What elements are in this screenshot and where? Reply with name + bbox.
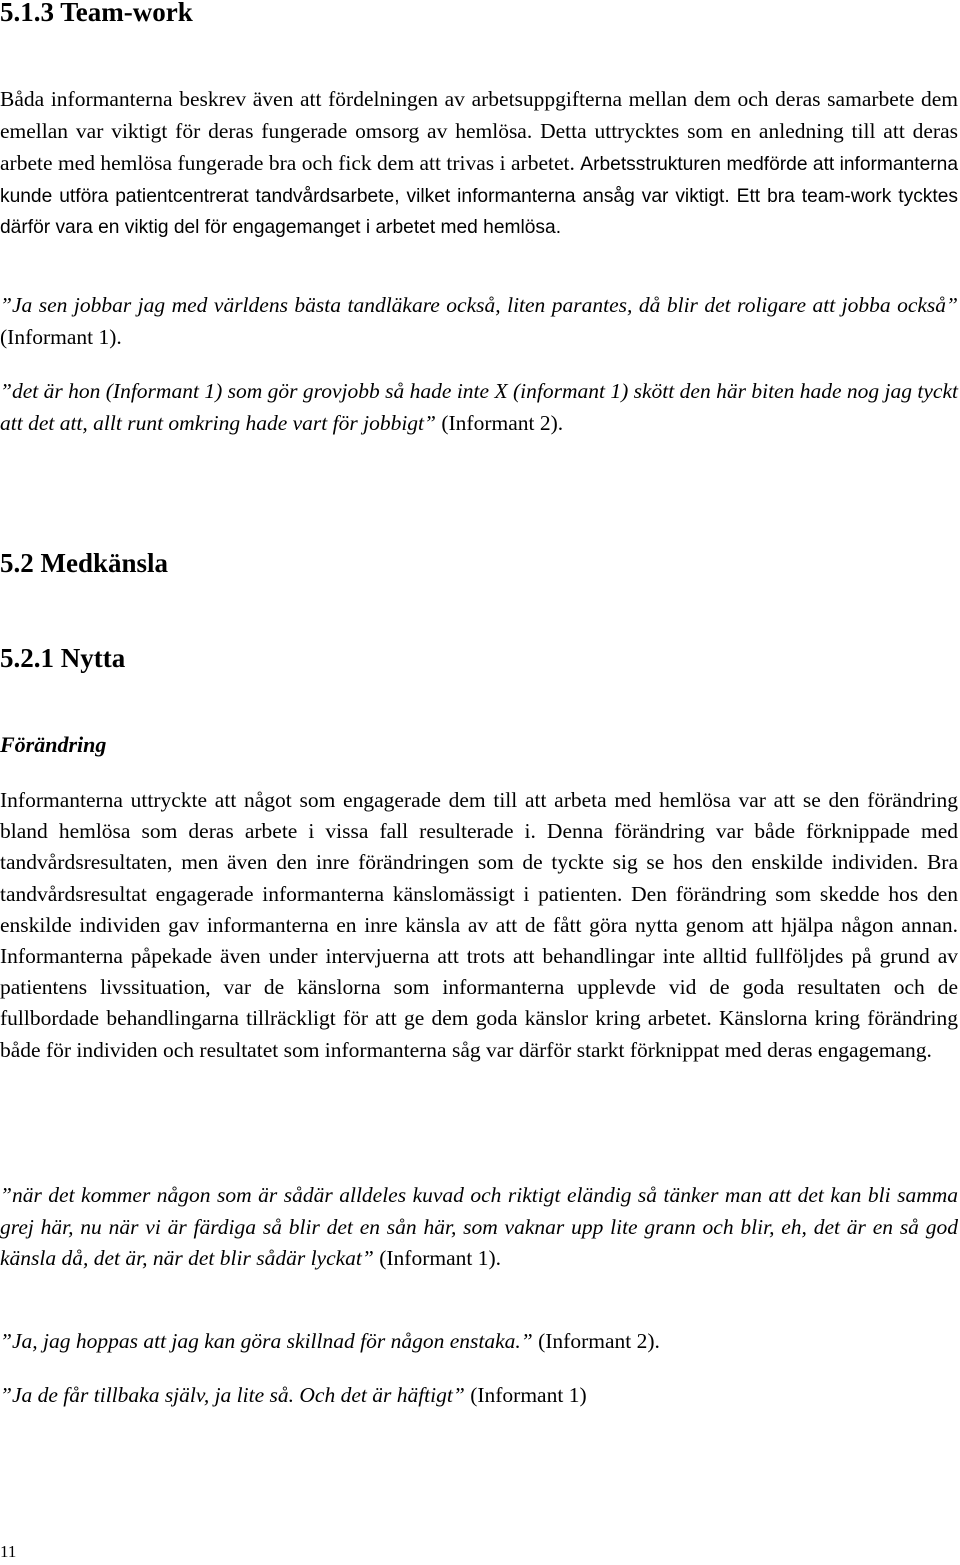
page-number: 11 bbox=[0, 1542, 17, 1561]
section-heading-5-2: 5.2 Medkänsla bbox=[0, 548, 169, 578]
section-heading-5-1-3: 5.1.3 Team-work bbox=[0, 0, 193, 27]
subheading-forandring: Förändring bbox=[0, 732, 107, 757]
quote-informant-2-nytta bbox=[0, 1326, 958, 1358]
quote-informant-2-team-work bbox=[0, 376, 958, 439]
paragraph-team-work-part1: Båda informanterna beskrev även att fördelningen av arbetsuppgifterna mellan dem och deras samarbete dem emellan var viktigt för deras fungerade omsorg av hemlösa. Detta uttrycktes som en anledning till att deras arbete med hemlösa fungerade bra och fick dem att trivas i arbetet. bbox=[0, 87, 958, 176]
quote-source: (Informant 1) bbox=[464, 1383, 587, 1407]
quote-text: ”Ja, jag hoppas att jag kan göra skillnad för någon enstaka.” bbox=[0, 1329, 533, 1353]
paragraph-forandring: Informanterna uttryckte att något som engagerade dem till att arbeta med hemlösa var att se den förändring bland hemlösa som deras arbete i vissa fall resulterade i. Denna förändring var både förknippade med tandvårdsresultaten, men även den inre förändringen som de tyckte sig se hos den enskilde individen. Bra tandvårdsresultat engagerade informanterna känslomässigt i patienten. Den förändring som skedde hos den enskilde individen gav informanterna en inre känsla av att de fått göra nytta genom att hjälpa någon annan. Informanterna påpekade även under intervjuerna att trots att behandlingar inte alltid fullföljdes på grund av patientens livssituation, var de känslorna som informanterna upplevde vid de goda resultaten och de fullbordade behandlingarna tillräckligt för att ge dem goda känslor kring arbetet. Känslorna kring förändring både för individen och resultatet som informanterna såg var därför starkt förknippat med deras engagemang. bbox=[0, 788, 958, 1062]
quote-informant-1-team-work bbox=[0, 290, 958, 353]
paragraph-team-work-part2: Arbetsstrukturen medförde att informanterna kunde utföra patientcentrerat tandvårdsarbete, vilket informanterna ansåg var viktigt. Ett bra team-work tycktes därför vara en viktig del för engagemanget i arbetet med hemlösa. bbox=[0, 154, 958, 238]
quote-informant-1-nytta bbox=[0, 1180, 958, 1275]
section-heading-5-2-1: 5.2.1 Nytta bbox=[0, 643, 126, 673]
quote-source: (Informant 1). bbox=[373, 1246, 502, 1270]
quote-source: (Informant 2). bbox=[532, 1329, 660, 1353]
quote-text: ”Ja de får tillbaka själv, ja lite så. Och det är häftigt” bbox=[0, 1383, 465, 1407]
quote-text: ”det är hon (Informant 1) som gör grovjobb så hade inte X (informant 1) skött den här biten hade nog jag tyckt att det att, allt runt omkring hade vart för jobbigt” bbox=[0, 379, 958, 435]
quote-source: (Informant 1). bbox=[0, 324, 122, 349]
quote-informant-1-haftigt bbox=[0, 1380, 958, 1412]
paragraph-team-work bbox=[0, 84, 958, 243]
quote-text: ”när det kommer någon som är sådär alldeles kuvad och riktigt eländig så tänker man att det kan bli samma grej här, nu när vi är färdiga så blir det en sån här, som vaknar upp lite grann och blir, eh, det är en så god känsla då, det är, när det blir sådär lyckat” bbox=[0, 1183, 958, 1270]
quote-source: (Informant 2). bbox=[435, 410, 564, 435]
quote-text: ”Ja sen jobbar jag med världens bästa tandläkare också, liten parantes, då blir det roligare att jobba också” bbox=[0, 293, 958, 317]
